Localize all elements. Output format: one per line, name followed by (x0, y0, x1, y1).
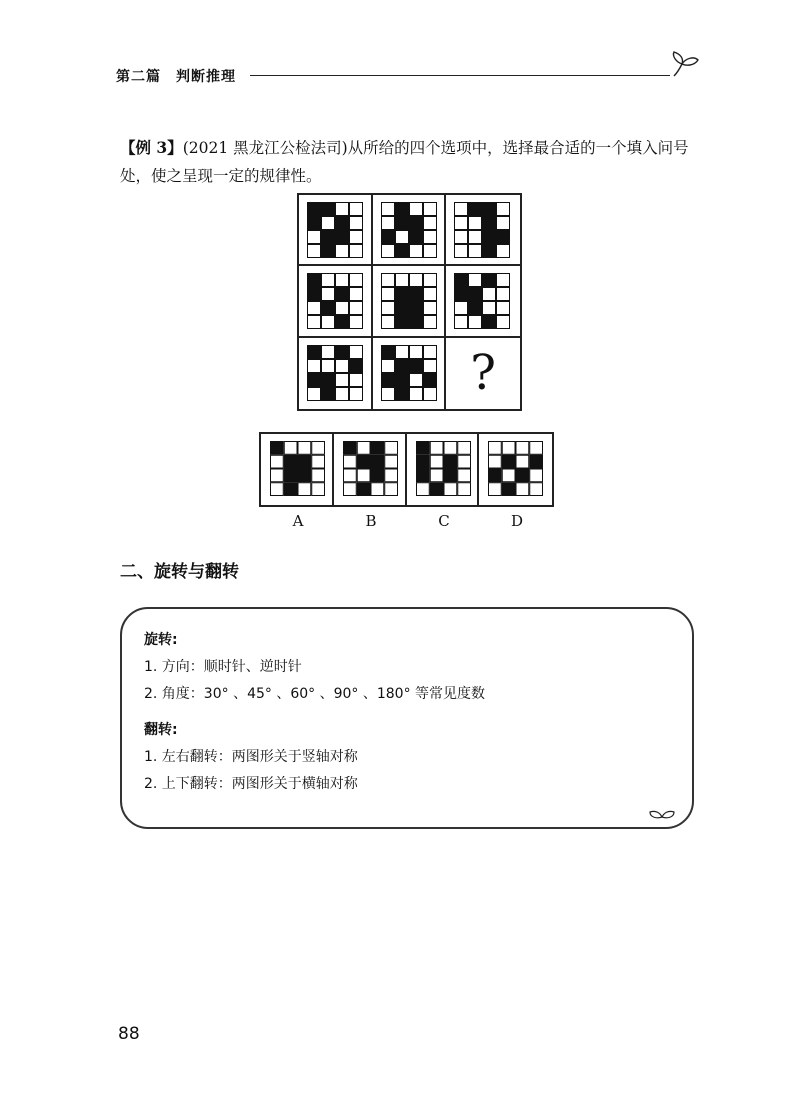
grid-square (336, 231, 349, 244)
grid-square (357, 442, 370, 455)
grid-square (308, 274, 321, 287)
option-label-a: A (292, 512, 304, 530)
grid-square (350, 316, 363, 329)
grid-square (308, 231, 321, 244)
matrix-figure (307, 345, 363, 401)
grid-square (455, 302, 468, 315)
grid-square (336, 345, 349, 358)
grid-square (308, 288, 321, 301)
page-number: 88 (118, 1024, 140, 1044)
grid-square (357, 455, 370, 468)
grid-square (483, 217, 496, 230)
grid-square (516, 455, 529, 468)
options-row (259, 432, 554, 507)
grid-square (381, 345, 394, 358)
grid-square (350, 359, 363, 372)
grid-square (336, 387, 349, 400)
grid-square (322, 203, 335, 216)
matrix-cell (373, 338, 447, 409)
grid-square (530, 455, 543, 468)
grid-square (457, 469, 470, 482)
grid-square (444, 483, 457, 496)
grid-square (322, 302, 335, 315)
matrix-figure (307, 202, 363, 258)
question-mark: ? (470, 345, 497, 402)
grid-square (350, 373, 363, 386)
grid-square (483, 302, 496, 315)
grid-square (385, 455, 398, 468)
grid-square (371, 442, 384, 455)
grid-square (350, 231, 363, 244)
grid-square (308, 302, 321, 315)
grid-square (469, 231, 482, 244)
grid-square (483, 245, 496, 258)
grid-square (336, 274, 349, 287)
grid-square (503, 455, 516, 468)
grid-square (497, 274, 510, 287)
grid-square (409, 345, 422, 358)
grid-square (455, 274, 468, 287)
grid-square (483, 203, 496, 216)
grid-square (483, 288, 496, 301)
grid-square (350, 274, 363, 287)
grid-square (503, 469, 516, 482)
grid-square (336, 316, 349, 329)
grid-square (308, 345, 321, 358)
grid-square (343, 442, 356, 455)
matrix-figure (381, 345, 437, 401)
grid-square (395, 345, 408, 358)
grid-square (423, 203, 436, 216)
grid-square (381, 288, 394, 301)
grid-square (322, 345, 335, 358)
grid-square (336, 373, 349, 386)
option-figure (416, 441, 471, 496)
option-figure (488, 441, 543, 496)
grid-square (409, 203, 422, 216)
matrix-figure (454, 273, 510, 329)
grid-square (395, 316, 408, 329)
grid-square (381, 245, 394, 258)
grid-square (423, 316, 436, 329)
grid-square (284, 455, 297, 468)
grid-square (483, 231, 496, 244)
grid-square (497, 231, 510, 244)
grid-square (312, 455, 325, 468)
grid-square (271, 483, 284, 496)
grid-square (455, 231, 468, 244)
grid-square (350, 203, 363, 216)
grid-square (416, 455, 429, 468)
grid-square (322, 288, 335, 301)
grid-square (271, 469, 284, 482)
grid-square (430, 483, 443, 496)
grid-square (455, 217, 468, 230)
option-label-b: B (365, 512, 377, 530)
grid-square (469, 288, 482, 301)
grid-square (308, 245, 321, 258)
grid-square (444, 455, 457, 468)
grid-square (423, 245, 436, 258)
grid-square (469, 302, 482, 315)
rotate-heading: 旋转: (144, 632, 178, 648)
matrix-cell (299, 266, 373, 337)
grid-square (322, 373, 335, 386)
rotate-item-1: 1. 方向：顺时针、逆时针 (144, 659, 302, 675)
grid-square (503, 483, 516, 496)
grid-square (409, 302, 422, 315)
grid-square (298, 469, 311, 482)
grid-square (409, 316, 422, 329)
grid-square (423, 359, 436, 372)
grid-square (409, 359, 422, 372)
grid-square (409, 245, 422, 258)
chapter-header: 第二篇 判断推理 (116, 69, 236, 85)
grid-square (423, 302, 436, 315)
option-label-c: C (438, 512, 450, 530)
grid-square (371, 455, 384, 468)
grid-square (271, 442, 284, 455)
grid-square (516, 469, 529, 482)
grid-square (322, 231, 335, 244)
grid-square (322, 316, 335, 329)
grid-square (298, 442, 311, 455)
grid-square (350, 345, 363, 358)
grid-square (385, 483, 398, 496)
grid-square (298, 455, 311, 468)
grid-square (312, 469, 325, 482)
rotate-item-2: 2. 角度：30° 、45° 、60° 、90° 、180° 等常见度数 (144, 686, 486, 702)
matrix-figure (381, 273, 437, 329)
grid-square (308, 359, 321, 372)
grid-square (395, 245, 408, 258)
flip-item-2: 2. 上下翻转：两图形关于横轴对称 (144, 776, 358, 792)
grid-square (271, 455, 284, 468)
grid-square (489, 442, 502, 455)
grid-square (371, 469, 384, 482)
grid-square (385, 469, 398, 482)
question-text (120, 134, 710, 190)
grid-square (336, 245, 349, 258)
grid-square (308, 203, 321, 216)
grid-square (350, 217, 363, 230)
grid-square (395, 288, 408, 301)
option-figure (270, 441, 325, 496)
sprout-icon (668, 50, 700, 78)
grid-square (312, 483, 325, 496)
flip-item-1: 1. 左右翻转：两图形关于竖轴对称 (144, 749, 358, 765)
matrix-cell (373, 266, 447, 337)
grid-square (469, 274, 482, 287)
grid-square (489, 483, 502, 496)
grid-square (497, 302, 510, 315)
grid-square (497, 245, 510, 258)
grid-square (343, 455, 356, 468)
grid-square (343, 483, 356, 496)
grid-square (497, 203, 510, 216)
grid-square (457, 455, 470, 468)
grid-square (284, 483, 297, 496)
grid-square (336, 203, 349, 216)
grid-square (395, 274, 408, 287)
grid-square (457, 442, 470, 455)
grid-square (483, 316, 496, 329)
grid-square (308, 217, 321, 230)
grid-square (350, 288, 363, 301)
grid-square (423, 274, 436, 287)
grid-square (455, 203, 468, 216)
matrix-figure (381, 202, 437, 258)
grid-square (381, 316, 394, 329)
grid-square (516, 483, 529, 496)
matrix-figure (454, 202, 510, 258)
grid-square (469, 217, 482, 230)
matrix-cell (446, 266, 520, 337)
matrix-cell (299, 338, 373, 409)
option-d[interactable] (479, 434, 552, 505)
grid-square (357, 483, 370, 496)
grid-square (350, 387, 363, 400)
grid-square (497, 288, 510, 301)
grid-square (381, 274, 394, 287)
grid-square (409, 288, 422, 301)
grid-square (423, 373, 436, 386)
grid-square (381, 359, 394, 372)
grid-square (455, 316, 468, 329)
grid-square (430, 469, 443, 482)
grid-square (416, 442, 429, 455)
grid-square (489, 469, 502, 482)
grid-square (455, 288, 468, 301)
grid-square (469, 316, 482, 329)
matrix-cell (446, 338, 520, 409)
grid-square (423, 217, 436, 230)
section-title: 二、旋转与翻转 (120, 562, 239, 582)
grid-square (395, 217, 408, 230)
grid-square (336, 302, 349, 315)
question-source: (2021 黑龙江公检法司) (182, 139, 348, 157)
grid-square (489, 455, 502, 468)
option-label-d: D (510, 512, 524, 530)
grid-square (516, 442, 529, 455)
grid-square (322, 274, 335, 287)
grid-square (284, 469, 297, 482)
grid-square (395, 387, 408, 400)
grid-square (444, 469, 457, 482)
grid-square (350, 302, 363, 315)
grid-square (381, 217, 394, 230)
grid-square (409, 231, 422, 244)
grid-square (381, 373, 394, 386)
option-a[interactable] (261, 434, 334, 505)
grid-square (444, 442, 457, 455)
grid-square (381, 387, 394, 400)
grid-square (416, 483, 429, 496)
grid-square (371, 483, 384, 496)
grid-square (409, 373, 422, 386)
grid-square (416, 469, 429, 482)
option-c[interactable] (407, 434, 480, 505)
flip-heading: 翻转: (144, 722, 178, 738)
grid-square (423, 288, 436, 301)
grid-square (423, 387, 436, 400)
grid-square (530, 469, 543, 482)
grid-square (455, 245, 468, 258)
grid-square (497, 217, 510, 230)
grid-square (322, 245, 335, 258)
grid-square (381, 203, 394, 216)
grid-square (457, 483, 470, 496)
grid-square (530, 483, 543, 496)
grid-square (298, 483, 311, 496)
grid-square (409, 387, 422, 400)
grid-square (322, 387, 335, 400)
grid-square (530, 442, 543, 455)
question-body: 从所给的四个选项中，选择最合适的一个填入问号处，使之呈现一定的规律性。 (120, 139, 689, 185)
grid-square (308, 316, 321, 329)
leaf-icon (648, 807, 676, 821)
grid-square (322, 217, 335, 230)
grid-square (497, 316, 510, 329)
matrix-figure (307, 273, 363, 329)
matrix-cell (299, 195, 373, 266)
matrix-cell (373, 195, 447, 266)
grid-square (308, 387, 321, 400)
puzzle-matrix (297, 193, 522, 411)
grid-square (395, 231, 408, 244)
grid-square (395, 359, 408, 372)
grid-square (395, 203, 408, 216)
grid-square (312, 442, 325, 455)
header-rule (250, 75, 670, 76)
grid-square (423, 345, 436, 358)
grid-square (395, 373, 408, 386)
grid-square (357, 469, 370, 482)
question-tag: 【例 3】 (120, 138, 183, 157)
grid-square (430, 455, 443, 468)
matrix-cell (446, 195, 520, 266)
grid-square (308, 373, 321, 386)
grid-square (322, 359, 335, 372)
option-figure (343, 441, 398, 496)
grid-square (336, 359, 349, 372)
grid-square (381, 231, 394, 244)
grid-square (350, 245, 363, 258)
grid-square (336, 217, 349, 230)
grid-square (503, 442, 516, 455)
grid-square (343, 469, 356, 482)
grid-square (409, 274, 422, 287)
grid-square (284, 442, 297, 455)
grid-square (423, 231, 436, 244)
grid-square (483, 274, 496, 287)
grid-square (430, 442, 443, 455)
grid-square (409, 217, 422, 230)
grid-square (469, 203, 482, 216)
note-box (120, 607, 694, 829)
grid-square (469, 245, 482, 258)
grid-square (395, 302, 408, 315)
grid-square (385, 442, 398, 455)
option-b[interactable] (334, 434, 407, 505)
grid-square (336, 288, 349, 301)
grid-square (381, 302, 394, 315)
